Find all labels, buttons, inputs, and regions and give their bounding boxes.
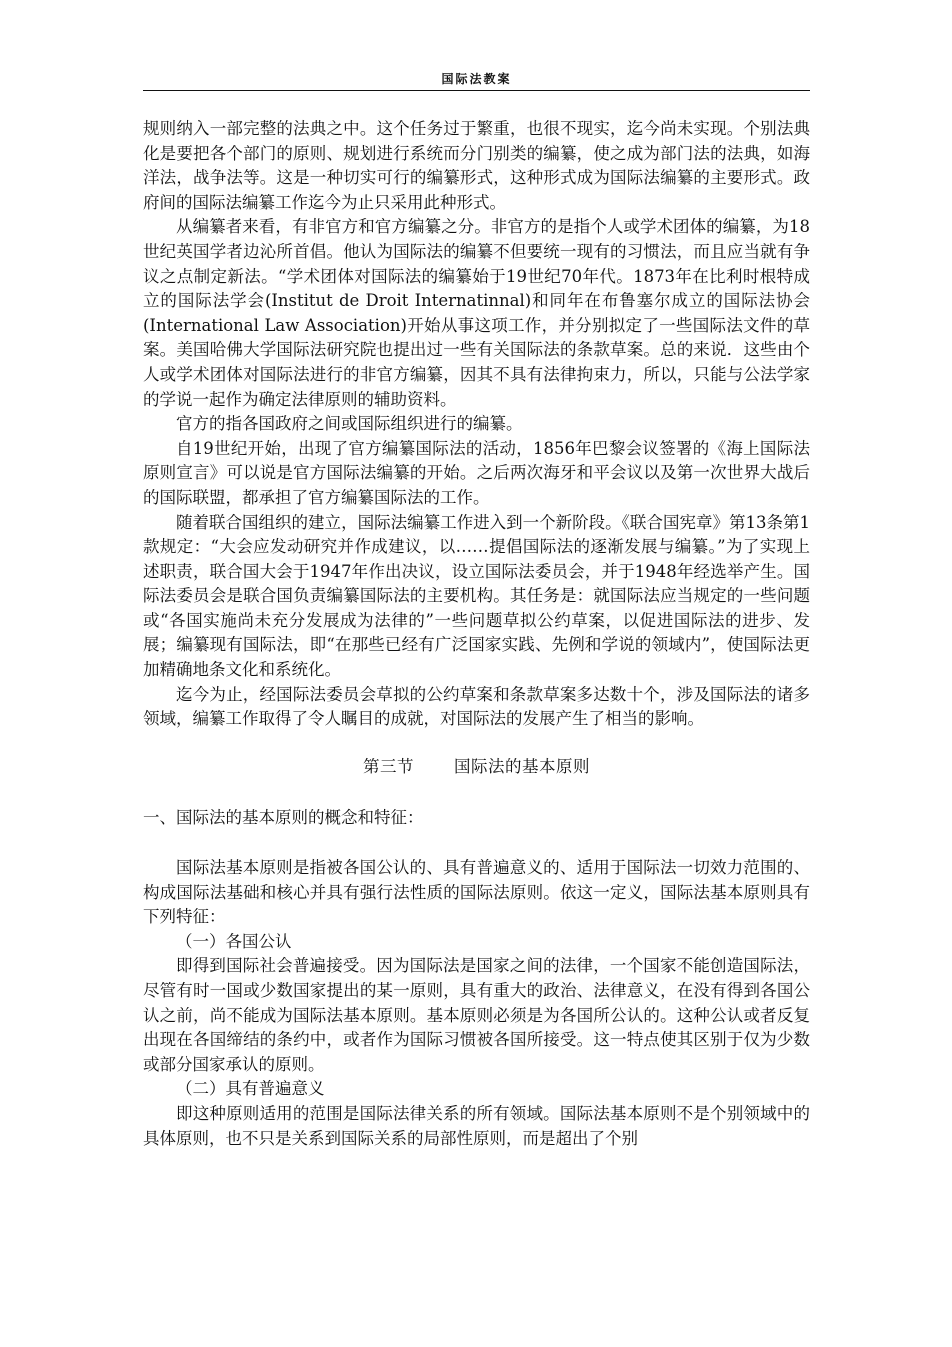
feature-1-title: （一）各国公认 bbox=[176, 931, 292, 951]
paragraph-nonofficial-codification: 从编纂者来看，有非官方和官方编纂之分。非官方的是指个人或学术团体的编纂，为18世纪英国学者边沁所首倡。他认为国际法的编纂不但要统一现有的习惯法，而且应当就有争议之点制定新法。“学术团体对国际法的编纂始于19世纪70年代。1873年在比利时根特成立的国际法学会(Institut de Droit Internatinnal)和同年在布鲁塞尔成立的国际法协会(International Law Association)开始从事这项工作，并分别拟定了一些国际法文件的草案。美国哈佛大学国际法研究院也提出过一些有关国际法的条款草案。总的来说．这些由个人或学术团体对国际法进行的非官方编纂，因其不具有法律拘束力，所以，只能与公法学家的学说一起作为确定法律原则的辅助资料。 bbox=[143, 217, 810, 409]
feature-1-text: 即得到国际社会普遍接受。因为国际法是国家之间的法律，一个国家不能创造国际法，尽管有时一国或少数国家提出的某一原则，具有重大的政治、法律意义，在没有得到各国公认之前，尚不能成为国际法基本原则。基本原则必须是为各国所公认的。这种公认或者反复出现在各国缔结的条约中，或者作为国际习惯被各国所接受。这一特点使其区别于仅为少数或部分国家承认的原则。 bbox=[143, 956, 810, 1074]
feature-2-title: （二）具有普遍意义 bbox=[176, 1079, 325, 1099]
paragraph-principles-definition: 国际法基本原则是指被各国公认的、具有普遍意义的、适用于国际法一切效力范围的、构成国际法基础和核心并具有强行法性质的国际法原则。依这一定义，国际法基本原则具有下列特征： bbox=[143, 858, 810, 927]
section-title: 国际法的基本原则 bbox=[454, 756, 590, 776]
paragraph-official-definition: 官方的指各国政府之间或国际组织进行的编纂。 bbox=[176, 414, 523, 434]
page-header-title: 国际法教案 bbox=[441, 72, 512, 86]
section-number: 第三节 bbox=[363, 756, 414, 776]
document-body bbox=[143, 117, 810, 1151]
header-divider bbox=[143, 90, 810, 91]
feature-2-text: 即这种原则适用的范围是国际法律关系的所有领域。国际法基本原则不是个别领域中的具体原则，也不只是关系到国际关系的局部性原则，而是超出了个别 bbox=[143, 1103, 810, 1148]
subheading-concept-features: 一、国际法的基本原则的概念和特征： bbox=[143, 808, 424, 828]
paragraph-official-history: 自19世纪开始，出现了官方编纂国际法的活动，1856年巴黎会议签署的《海上国际法原则宣言》可以说是官方国际法编纂的开始。之后两次海牙和平会议以及第一次世界大战后的国际联盟，都承担了官方编纂国际法的工作。 bbox=[143, 438, 810, 507]
paragraph-achievements: 迄今为止，经国际法委员会草拟的公约草案和条款草案多达数十个，涉及国际法的诸多领域，编纂工作取得了令人瞩目的成就，对国际法的发展产生了相当的影响。 bbox=[143, 684, 810, 729]
section-heading bbox=[143, 755, 810, 780]
paragraph-codification-continued: 规则纳入一部完整的法典之中。这个任务过于繁重，也很不现实，迄今尚未实现。个别法典化是要把各个部门的原则、规划进行系统而分门别类的编纂，使之成为部门法的法典，如海洋法，战争法等。这是一种切实可行的编纂形式，这种形式成为国际法编纂的主要形式。政府间的国际法编纂工作迄今为止只采用此种形式。 bbox=[143, 119, 810, 212]
paragraph-united-nations: 随着联合国组织的建立，国际法编纂工作进入到一个新阶段。《联合国宪章》第13条第1款规定：“大会应发动研究并作成建议，以……提倡国际法的逐渐发展与编纂。”为了实现上述职责，联合国大会于1947年作出决议，设立国际法委员会，并于1948年经选举产生。国际法委员会是联合国负责编纂国际法的主要机构。其任务是：就国际法应当规定的一些问题或“各国实施尚未充分发展成为法律的”一些问题草拟公约草案，以促进国际法的进步、发展；编纂现有国际法，即“在那些已经有广泛国家实践、先例和学说的领域内”，使国际法更加精确地条文化和系统化。 bbox=[143, 512, 810, 680]
